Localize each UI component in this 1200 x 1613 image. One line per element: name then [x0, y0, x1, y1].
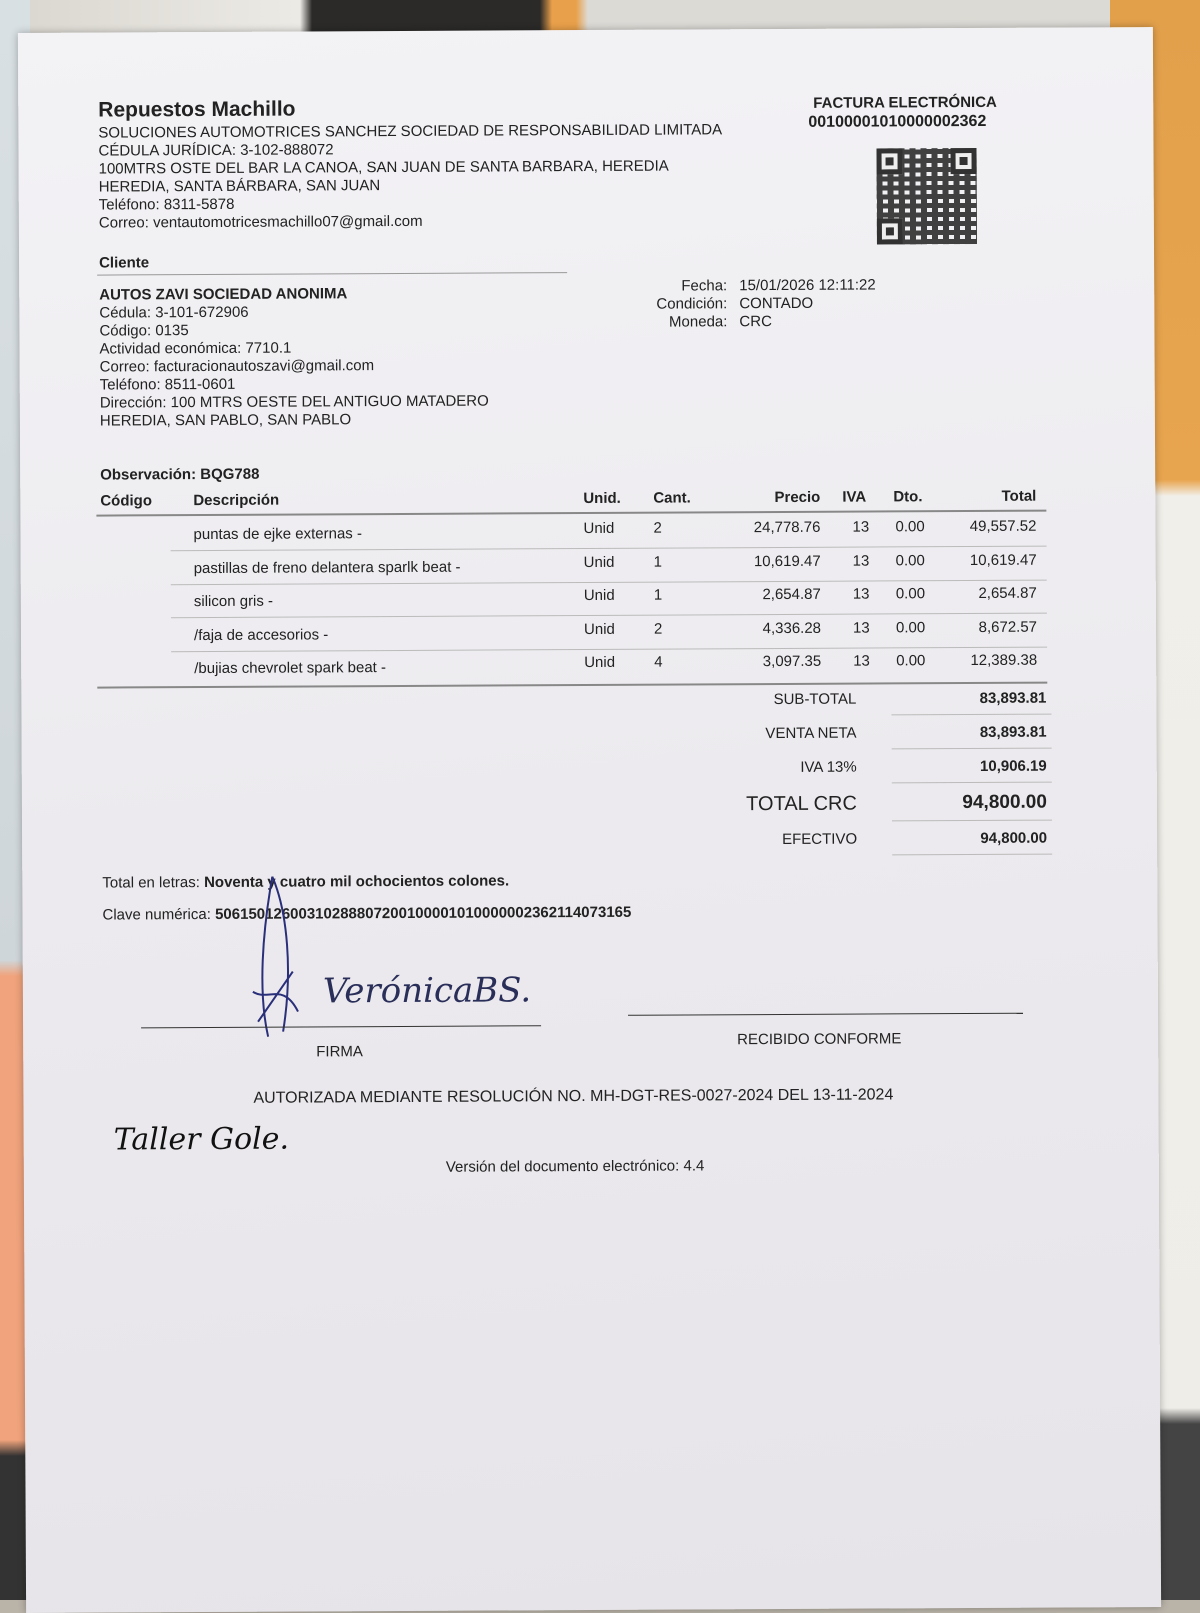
- cell-iva: 13: [853, 652, 870, 670]
- observacion-label: Observación:: [100, 466, 197, 484]
- cell-descripcion: /bujias chevrolet spark beat -: [194, 659, 387, 678]
- cell-cant: 2: [653, 519, 662, 537]
- total-value: 94,800.00: [962, 791, 1047, 814]
- efectivo-value: 94,800.00: [980, 829, 1048, 847]
- cell-total: 49,557.52: [969, 517, 1037, 536]
- subtotal-value: 83,893.81: [979, 689, 1047, 707]
- issuer-legal-name: SOLUCIONES AUTOMOTRICES SANCHEZ SOCIEDAD DE RESPONSABILIDAD LIMITADA: [98, 121, 723, 142]
- cell-iva: 13: [852, 552, 870, 570]
- invoice-type: FACTURA ELECTRÓNICA: [813, 93, 997, 112]
- col-descripcion: Descripción: [193, 491, 280, 510]
- col-iva: IVA: [842, 488, 867, 506]
- recibido-label: RECIBIDO CONFORME: [737, 1030, 902, 1049]
- divider: [892, 748, 1052, 750]
- cell-cant: 2: [653, 620, 663, 638]
- cell-total: 12,389.38: [970, 651, 1038, 670]
- divider: [97, 272, 567, 275]
- cell-total: 2,654.87: [978, 584, 1037, 602]
- cell-unid: Unid: [583, 586, 615, 605]
- firma-label: FIRMA: [316, 1043, 363, 1061]
- clave-value: 50615012600310288807200100001010000002362114073165: [215, 903, 632, 923]
- issuer-name: Repuestos Machillo: [98, 97, 296, 122]
- cell-total: 8,672.57: [978, 618, 1038, 636]
- moneda-value: CRC: [739, 313, 772, 331]
- issuer-cedula: CÉDULA JURÍDICA: 3-102-888072: [98, 141, 334, 160]
- total-label: TOTAL CRC: [746, 792, 857, 816]
- clave-numerica: [102, 904, 631, 924]
- client-codigo: Código: 0135: [99, 322, 189, 340]
- cell-descripcion: puntas de ejke externas -: [193, 525, 362, 544]
- issuer-email: Correo: ventautomotricesmachillo07@gmail.com: [98, 212, 423, 232]
- client-address-2: HEREDIA, SAN PABLO, SAN PABLO: [99, 411, 352, 430]
- issuer-phone: Teléfono: 8311-5878: [98, 195, 235, 214]
- letras-label: Total en letras:: [102, 874, 200, 892]
- recibido-line: [628, 1013, 1023, 1016]
- col-dto: Dto.: [893, 488, 923, 506]
- cell-descripcion: /faja de accesorios -: [193, 625, 329, 644]
- autorizada-text: AUTORIZADA MEDIANTE RESOLUCIÓN NO. MH-DGT-RES-0027-2024 DEL 13-11-2024: [253, 1086, 894, 1107]
- cell-unid: Unid: [583, 620, 615, 638]
- client-email: Correo: facturacionautoszavi@gmail.com: [99, 357, 375, 376]
- invoice-paper: [18, 27, 1161, 1613]
- neta-label: VENTA NETA: [765, 724, 857, 743]
- cell-unid: Unid: [584, 653, 616, 672]
- condicion-value: CONTADO: [739, 294, 814, 313]
- cell-precio: 3,097.35: [762, 652, 822, 671]
- col-unid: Unid.: [583, 489, 621, 508]
- client-name: AUTOS ZAVI SOCIEDAD ANONIMA: [99, 285, 348, 304]
- observacion: [100, 466, 259, 484]
- condicion-label: Condición:: [656, 295, 728, 313]
- cell-iva: 13: [852, 585, 870, 603]
- handwritten-note: Taller Gole.: [113, 1121, 290, 1158]
- cell-total: 10,619.47: [969, 551, 1037, 569]
- iva-label: IVA 13%: [800, 758, 857, 776]
- col-total: Total: [1001, 487, 1037, 505]
- col-precio: Precio: [774, 488, 821, 507]
- clave-label: Clave numérica:: [102, 905, 211, 924]
- divider: [891, 714, 1051, 716]
- client-section-label: Cliente: [99, 254, 150, 272]
- cell-precio: 24,778.76: [753, 518, 821, 537]
- fecha-label: Fecha:: [681, 277, 728, 295]
- col-codigo: Código: [100, 492, 153, 510]
- cell-dto: 0.00: [896, 652, 926, 670]
- efectivo-label: EFECTIVO: [782, 830, 858, 848]
- moneda-label: Moneda:: [668, 313, 728, 331]
- version-text: Versión del documento electrónico: 4.4: [445, 1157, 705, 1176]
- observacion-value: BQG788: [200, 465, 260, 484]
- signature-scribble: [242, 871, 313, 1041]
- cell-unid: Unid: [583, 553, 615, 571]
- divider: [892, 820, 1052, 822]
- issuer-address-2: HEREDIA, SANTA BÁRBARA, SAN JUAN: [98, 177, 381, 196]
- cell-descripcion: silicon gris -: [193, 592, 274, 611]
- issuer-address-1: 100MTRS OSTE DEL BAR LA CANOA, SAN JUAN DE SANTA BARBARA, HEREDIA: [98, 157, 669, 178]
- cell-cant: 1: [653, 553, 663, 571]
- client-address-1: Dirección: 100 MTRS OESTE DEL ANTIGUO MATADERO: [99, 392, 489, 412]
- cell-dto: 0.00: [895, 518, 925, 536]
- cell-precio: 10,619.47: [753, 552, 821, 570]
- letras-value: Noventa y cuatro mil ochocientos colones.: [204, 872, 510, 892]
- iva-value: 10,906.19: [979, 757, 1047, 775]
- cell-cant: 1: [653, 586, 663, 604]
- handwritten-signature: VerónicaBS.: [322, 970, 532, 1012]
- qr-code: [876, 148, 977, 245]
- neta-value: 83,893.81: [979, 723, 1047, 741]
- cell-dto: 0.00: [895, 618, 926, 636]
- cell-cant: 4: [654, 653, 663, 671]
- col-cant: Cant.: [653, 489, 691, 507]
- cell-unid: Unid: [583, 519, 615, 538]
- cell-precio: 4,336.28: [762, 619, 822, 637]
- cell-dto: 0.00: [895, 551, 925, 569]
- divider: [892, 854, 1052, 856]
- cell-descripcion: pastillas de freno delantera sparlk beat -: [193, 558, 461, 577]
- fecha-value: 15/01/2026 12:11:22: [739, 276, 876, 295]
- cell-iva: 13: [852, 619, 870, 637]
- cell-precio: 2,654.87: [762, 585, 821, 604]
- cell-iva: 13: [852, 518, 870, 536]
- divider: [892, 782, 1052, 784]
- subtotal-label: SUB-TOTAL: [773, 690, 857, 709]
- firma-line: [141, 1025, 541, 1028]
- client-actividad: Actividad económica: 7710.1: [99, 339, 292, 358]
- client-cedula: Cédula: 3-101-672906: [99, 303, 249, 322]
- invoice-number: 00100001010000002362: [808, 112, 987, 131]
- client-phone: Teléfono: 8511-0601: [99, 375, 236, 394]
- cell-dto: 0.00: [895, 585, 926, 603]
